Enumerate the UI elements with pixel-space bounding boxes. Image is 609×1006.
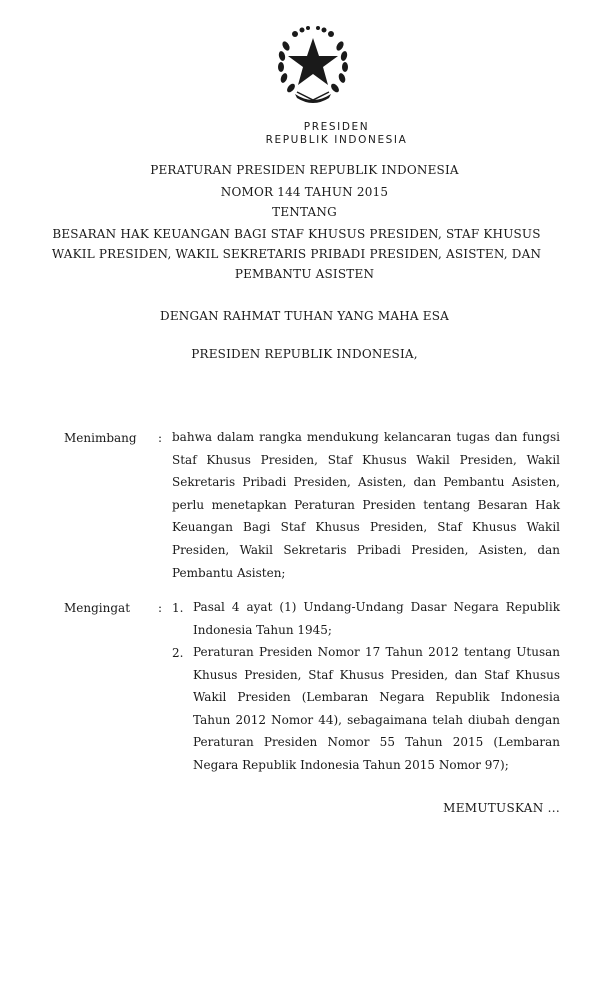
- mengingat-label: Mengingat: [64, 601, 131, 615]
- mengingat-item-text: Pasal 4 ayat (1) Undang-Undang Dasar Negara Republik Indonesia Tahun 1945;: [193, 600, 560, 637]
- regulation-about: TENTANG: [272, 205, 337, 219]
- issuer: PRESIDEN REPUBLIK INDONESIA,: [191, 347, 418, 361]
- regulation-number: NOMOR 144 TAHUN 2015: [220, 185, 389, 199]
- blessing-formula: DENGAN RAHMAT TUHAN YANG MAHA ESA: [160, 309, 449, 323]
- regulation-title: PERATURAN PRESIDEN REPUBLIK INDONESIA: [150, 163, 459, 177]
- presidential-emblem-icon: [273, 22, 353, 106]
- regulation-subject-line3: PEMBANTU ASISTEN: [234, 267, 375, 281]
- menimbang-text: bahwa dalam rangka mendukung kelancaran tugas dan fungsi Staf Khusus Presiden, Staf Khusus Wakil Presiden, Wakil Sekretaris Pribadi Presiden, Asisten, dan Pembantu Asisten, perlu menetapkan Peraturan Presiden tentang Besaran Hak Keuangan Bagi Staf Khusus Presiden, Staf Khusus Wakil Presiden, Wakil Sekretaris Pribadi Presiden, Asisten, dan Pembantu Asisten;: [172, 430, 560, 580]
- mengingat-item-number: 2.: [172, 646, 184, 660]
- institution-subtitle: REPUBLIK INDONESIA: [265, 134, 408, 146]
- regulation-subject-line1: BESARAN HAK KEUANGAN BAGI STAF KHUSUS PRESIDEN, STAF KHUSUS: [52, 227, 541, 241]
- menimbang-label: Menimbang: [64, 431, 137, 445]
- menimbang-colon: :: [158, 431, 163, 445]
- mengingat-item-text: Peraturan Presiden Nomor 17 Tahun 2012 tentang Utusan Khusus Presiden, Staf Khusus Presiden, dan Staf Khusus Wakil Presiden (Lembaran Negara Republik Indonesia Tahun 2012 Nomor 44), sebagaimana telah diubah dengan Peraturan Presiden Nomor 55 Tahun 2015 (Lembaran Negara Republik Indonesia Tahun 2015 Nomor 97);: [193, 645, 560, 772]
- continuation-marker: MEMUTUSKAN ...: [443, 801, 560, 815]
- mengingat-colon: :: [158, 601, 163, 615]
- institution-title: PRESIDEN: [303, 121, 370, 133]
- regulation-subject-line2: WAKIL PRESIDEN, WAKIL SEKRETARIS PRIBADI PRESIDEN, ASISTEN, DAN: [51, 247, 542, 261]
- mengingat-item-number: 1.: [172, 601, 184, 615]
